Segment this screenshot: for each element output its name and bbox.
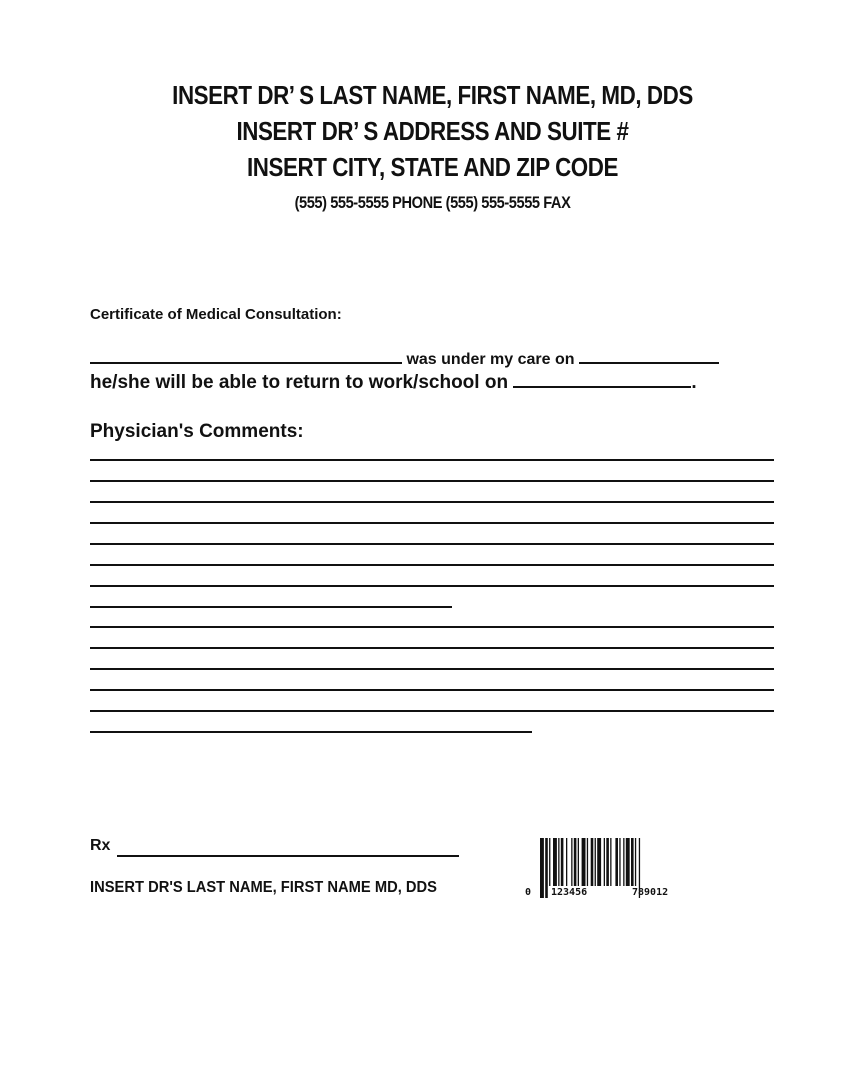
barcode-bar <box>561 838 564 886</box>
comment-line[interactable] <box>90 647 774 649</box>
under-care-line <box>90 348 719 369</box>
barcode-bar <box>597 838 601 886</box>
care-date-blank[interactable] <box>579 348 719 364</box>
under-care-text: was under my care on <box>406 351 575 368</box>
barcode-bar <box>545 838 548 898</box>
return-text: he/she will be able to return to work/school on <box>90 372 509 393</box>
barcode-bar <box>582 838 586 886</box>
certificate-title: Certificate of Medical Consultation: <box>90 306 342 323</box>
comments-label: Physician's Comments: <box>90 421 304 442</box>
return-date-blank[interactable] <box>513 372 691 388</box>
barcode-bar <box>549 838 550 886</box>
barcode-bar <box>619 838 620 886</box>
rx-signature-line[interactable] <box>117 855 459 857</box>
barcode-bar <box>566 838 567 886</box>
signature-name: INSERT DR'S LAST NAME, FIRST NAME MD, DDS <box>90 879 437 896</box>
comment-line[interactable] <box>90 668 774 670</box>
return-period: . <box>691 372 697 393</box>
barcode-bar <box>595 838 596 886</box>
comment-line[interactable] <box>90 689 774 691</box>
comment-line[interactable] <box>90 564 774 566</box>
comment-line[interactable] <box>90 731 532 733</box>
letterhead-name: INSERT DR’ S LAST NAME, FIRST NAME, MD, DDS <box>172 80 693 110</box>
comment-line[interactable] <box>90 522 774 524</box>
comment-line[interactable] <box>90 459 774 461</box>
comment-line[interactable] <box>90 543 774 545</box>
comment-line[interactable] <box>90 606 452 608</box>
comment-line[interactable] <box>90 585 774 587</box>
barcode-bar <box>626 838 630 886</box>
letterhead-city: INSERT CITY, STATE AND ZIP CODE <box>247 152 618 182</box>
barcode-bar <box>606 838 609 886</box>
barcode-bar <box>571 838 572 886</box>
barcode-bar <box>635 838 636 886</box>
letterhead-contact: (555) 555-5555 PHONE (555) 555-5555 FAX <box>294 193 571 212</box>
barcode-bar <box>558 838 559 886</box>
barcode-bar <box>540 838 544 898</box>
barcode-bar <box>553 838 557 886</box>
barcode-lead-digit: 0 <box>525 887 532 898</box>
barcode-right-digits: 789012 <box>632 887 669 898</box>
barcode-bar <box>587 838 588 886</box>
barcode-bar <box>578 838 579 886</box>
comment-line[interactable] <box>90 480 774 482</box>
barcode-left-digits: 123456 <box>551 887 588 898</box>
comment-line[interactable] <box>90 501 774 503</box>
comment-line[interactable] <box>90 710 774 712</box>
barcode-bar <box>574 838 577 886</box>
barcode-bar <box>631 838 634 886</box>
comment-line[interactable] <box>90 626 774 628</box>
return-line <box>90 372 697 394</box>
barcode-bar <box>623 838 624 886</box>
patient-name-blank[interactable] <box>90 348 402 364</box>
rx-label: Rx <box>90 837 111 854</box>
barcode-bar <box>615 838 618 886</box>
barcode-bar <box>591 838 594 886</box>
barcode-bar <box>610 838 611 886</box>
barcode-bar <box>604 838 605 886</box>
letterhead-address: INSERT DR’ S ADDRESS AND SUITE # <box>236 116 629 146</box>
